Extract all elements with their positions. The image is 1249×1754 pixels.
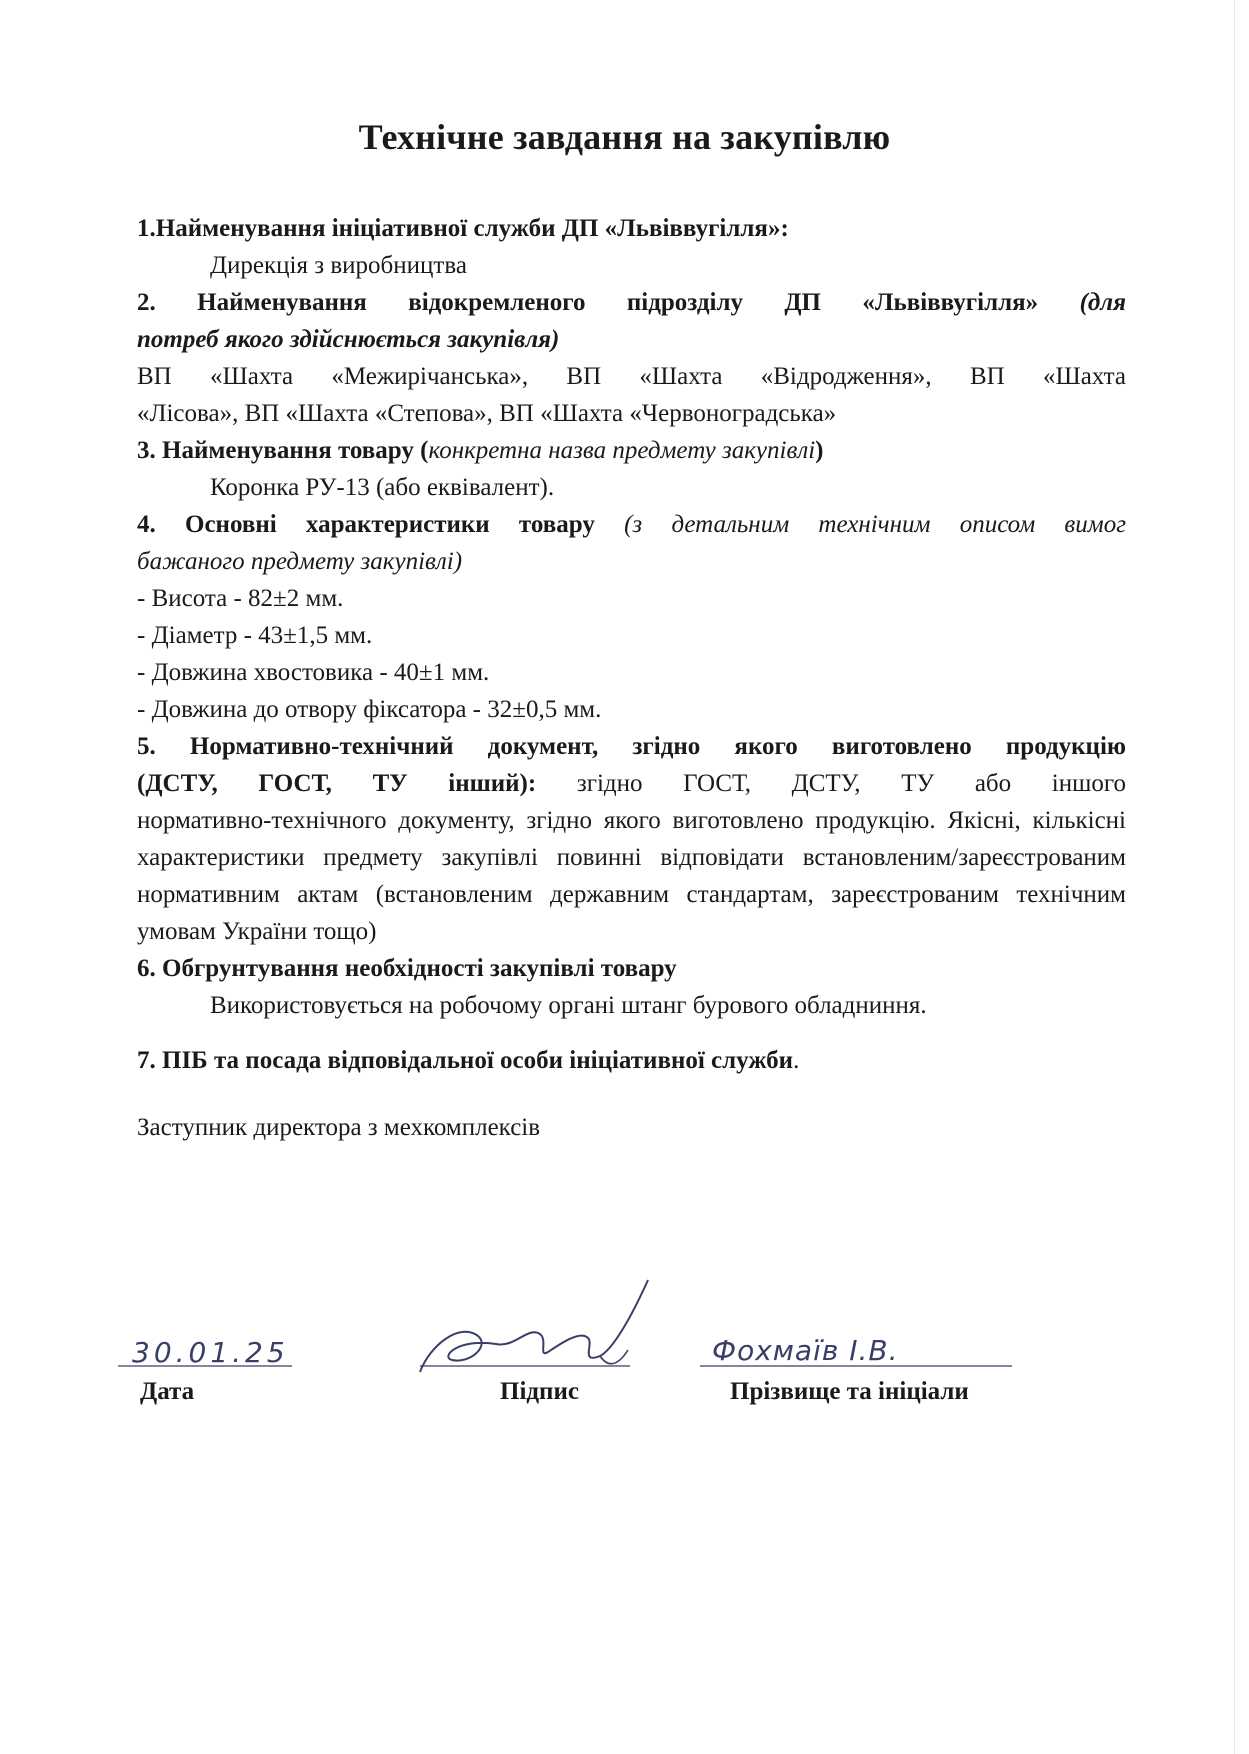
section-3-paren-open: ( [420, 437, 429, 464]
section-4-item: - Довжина до отвору фіксатора - 32±0,5 мм. [137, 696, 602, 723]
section-4-heading: 4. Основні характеристики товару [137, 511, 595, 538]
section-3-heading-line [137, 432, 1126, 469]
section-2-heading: 2. Найменування відокремленого підрозділу ДП «Львіввугілля» [137, 289, 1039, 316]
section-2-line-2: «Лісова», ВП «Шахта «Степова», ВП «Шахта «Червоноградська» [137, 400, 837, 427]
section-5-line-2 [137, 765, 1126, 802]
handwritten-signature [420, 1280, 648, 1372]
section-1-value: Дирекція з виробництва [210, 252, 467, 279]
section-7-heading-line [137, 1042, 1126, 1079]
section-3-note: конкретна назва предмету закупівлі [428, 437, 816, 464]
section-1-heading: 1.Найменування ініціативної служби ДП «Львіввугілля»: [137, 215, 789, 242]
section-5-text-a: згідно ГОСТ, ДСТУ, ТУ або іншого [576, 770, 1126, 797]
section-2-note-b: потреб якого здійснюється закупівля) [137, 326, 560, 353]
section-7-dot: . [793, 1047, 800, 1074]
section-5-text-b: нормативно-технічного документу, згідно якого виготовлено продукцію. Якісні, кількісні характеристики предмету закупівлі повинні відповідати встановленим/зареєстрованим нормативним актам (встановленим державним стандартам, зареєстрованим технічним умовам України тощо) [137, 807, 1126, 945]
section-3-value: Коронка РУ-13 (або еквівалент). [210, 474, 555, 501]
section-7-heading: 7. ПІБ та посада відповідальної особи ініціативної служби [137, 1047, 794, 1074]
signature-label: Підпис [500, 1378, 579, 1405]
section-2-note-a: (для [1079, 289, 1126, 316]
section-6-value: Використовується на робочому органі штанг бурового обладниння. [210, 992, 927, 1019]
handwritten-date: 30.01.25 [132, 1336, 289, 1369]
section-4-heading-line [137, 506, 1126, 543]
responsible-position: Заступник директора з мехкомплексів [137, 1114, 541, 1141]
section-5-heading-b: (ДСТУ, ГОСТ, ТУ інший): [137, 770, 537, 797]
document-title: Технічне завдання на закупівлю [358, 117, 891, 157]
section-4-item: - Діаметр - 43±1,5 мм. [137, 622, 373, 649]
section-6-heading: 6. Обгрунтування необхідності закупівлі товару [137, 955, 677, 982]
section-5-heading-a: 5. Нормативно-технічний документ, згідно якого виготовлено продукцію [137, 733, 1126, 760]
handwritten-name: Фохмаїв І.В. [712, 1334, 899, 1367]
name-label: Прізвище та ініціали [730, 1378, 969, 1405]
section-4-note-b: бажаного предмету закупівлі) [137, 548, 463, 575]
section-3-heading: 3. Найменування товару [137, 437, 414, 464]
section-2-heading-line [137, 284, 1126, 321]
section-4-item: - Висота - 82±2 мм. [137, 585, 344, 612]
scan-edge-line [1234, 0, 1235, 1754]
section-2-line-1: ВП «Шахта «Межирічанська», ВП «Шахта «Відродження», ВП «Шахта [137, 363, 1126, 390]
section-3-paren-close: ) [815, 437, 824, 464]
date-label: Дата [140, 1378, 195, 1405]
signature-block [0, 1260, 1249, 1420]
section-4-item: - Довжина хвостовика - 40±1 мм. [137, 659, 490, 686]
section-4-note-a: (з детальним технічним описом вимог [624, 511, 1126, 538]
document-body [137, 210, 1126, 1146]
